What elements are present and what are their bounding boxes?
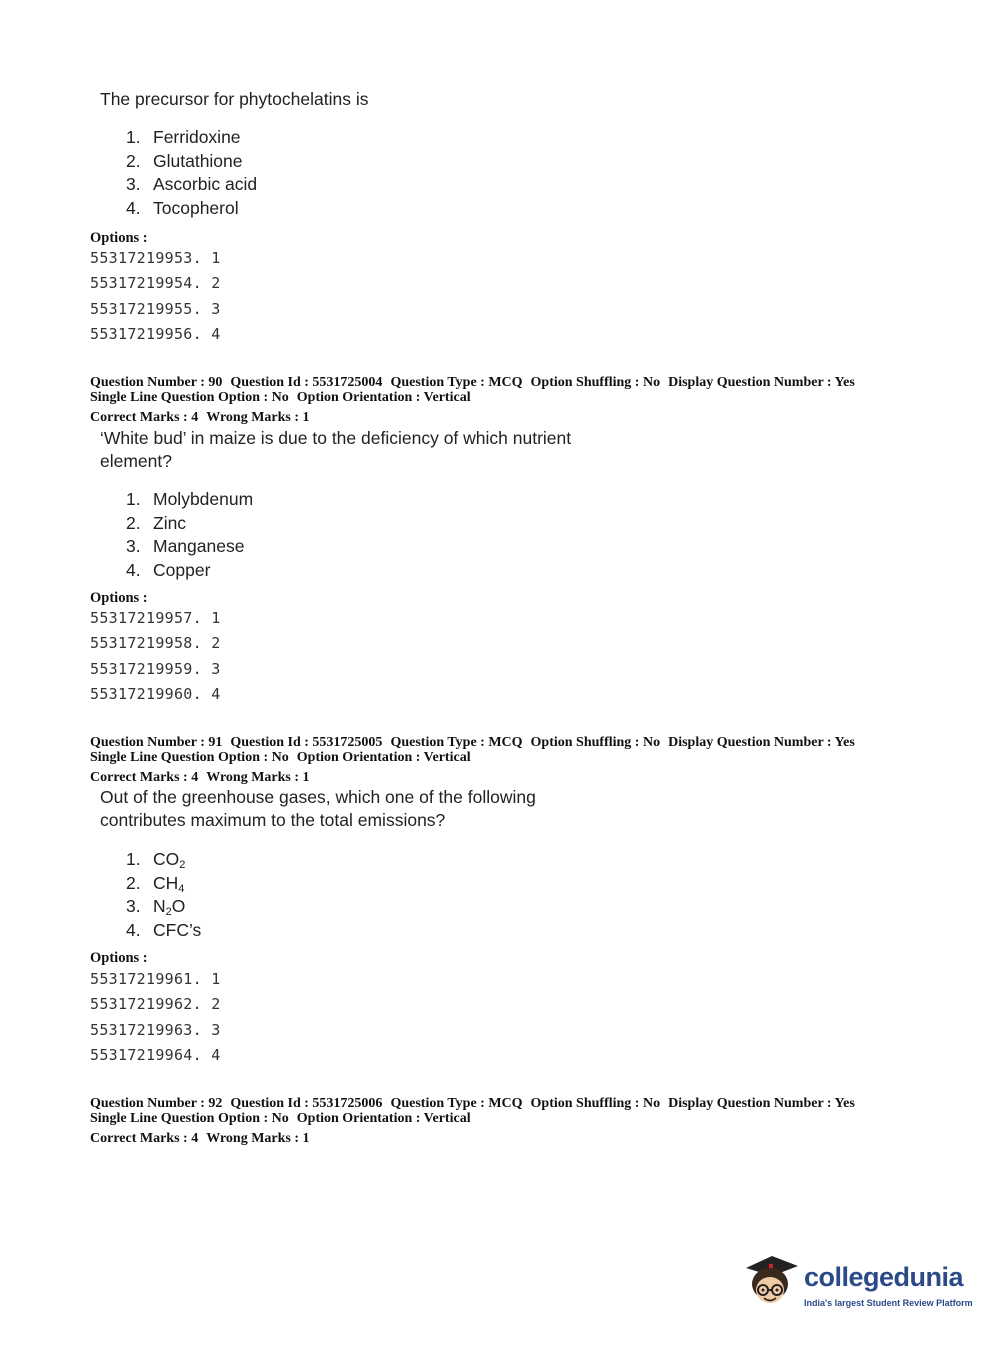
- q92-meta-line1: Question Number : 92 Question Id : 5531725006 Question Type : MCQ Option Shuffling : No Display Question Number : Yes: [90, 1096, 855, 1111]
- q89-choice-list: [126, 126, 257, 220]
- option-id: 55317219964. 4: [90, 1045, 221, 1064]
- option-id: 55317219960. 4: [90, 684, 221, 703]
- q90-option-ids: [90, 606, 221, 707]
- option-id: 55317219963. 3: [90, 1020, 221, 1039]
- choice-item: 2. Zinc: [126, 512, 187, 533]
- choice-item: 1. Ferridoxine: [126, 127, 241, 147]
- choice-item: 4. Copper: [126, 559, 211, 580]
- q90-choice-list: [126, 488, 253, 582]
- q91-marks: Correct Marks : 4 Wrong Marks : 1: [90, 770, 310, 785]
- q89-question-text: The precursor for phytochelatins is: [100, 89, 369, 109]
- q91-meta-line2: Single Line Question Option : No Option Orientation : Vertical: [90, 750, 471, 765]
- q91-choice-list: [126, 848, 201, 942]
- q91-option-ids: [90, 967, 221, 1068]
- option-id: 55317219958. 2: [90, 634, 221, 653]
- choice-item: 2. $CH_4$: [126, 872, 185, 895]
- q90-question-text: ‘White bud’ in maize is due to the deficiency of which nutrient element?: [100, 428, 572, 471]
- q90-marks: Correct Marks : 4 Wrong Marks : 1: [90, 410, 310, 425]
- logo-tagline: India's largest Student Review Platform: [804, 1298, 973, 1308]
- q90-meta-line1: Question Number : 90 Question Id : 5531725004 Question Type : MCQ Option Shuffling : No Display Question Number : Yes: [90, 375, 855, 390]
- choice-item: 3. Manganese: [126, 536, 245, 556]
- choice-item: 1. $CO_2$: [126, 849, 186, 871]
- choice-item: 4. CFC’s: [126, 919, 202, 940]
- option-id: 55317219955. 3: [90, 299, 221, 318]
- option-id: 55317219959. 3: [90, 659, 221, 678]
- option-id: 55317219957. 1: [90, 609, 221, 627]
- q90-meta-line2: Single Line Question Option : No Option Orientation : Vertical: [90, 390, 471, 405]
- choice-item: 3. $N_2O$: [126, 896, 186, 918]
- q89-options-label: Options :: [90, 230, 148, 246]
- q92-meta-line2: Single Line Question Option : No Option Orientation : Vertical: [90, 1111, 471, 1126]
- choice-item: 3. Ascorbic acid: [126, 174, 258, 194]
- q89-option-ids: [90, 246, 221, 347]
- choice-item: 2. Glutathione: [126, 150, 243, 171]
- collegedunia-logo: [740, 1250, 973, 1316]
- choice-item: 4. Tocopherol: [126, 197, 239, 218]
- choice-item: 1. Molybdenum: [126, 489, 254, 509]
- q91-question-text: Out of the greenhouse gases, which one of the following contributes maximum to the total emissions?: [100, 787, 536, 830]
- logo-wordmark: collegedunia: [804, 1262, 964, 1292]
- option-id: 55317219956. 4: [90, 324, 221, 343]
- q91-meta-line1: Question Number : 91 Question Id : 5531725005 Question Type : MCQ Option Shuffling : No Display Question Number : Yes: [90, 735, 855, 750]
- q92-marks: Correct Marks : 4 Wrong Marks : 1: [90, 1131, 310, 1146]
- option-id: 55317219954. 2: [90, 274, 221, 293]
- q90-options-label: Options :: [90, 590, 148, 606]
- q91-options-label: Options :: [90, 950, 148, 966]
- mascot-icon: [740, 1250, 804, 1316]
- option-id: 55317219961. 1: [90, 970, 221, 988]
- option-id: 55317219962. 2: [90, 995, 221, 1014]
- option-id: 55317219953. 1: [90, 249, 221, 267]
